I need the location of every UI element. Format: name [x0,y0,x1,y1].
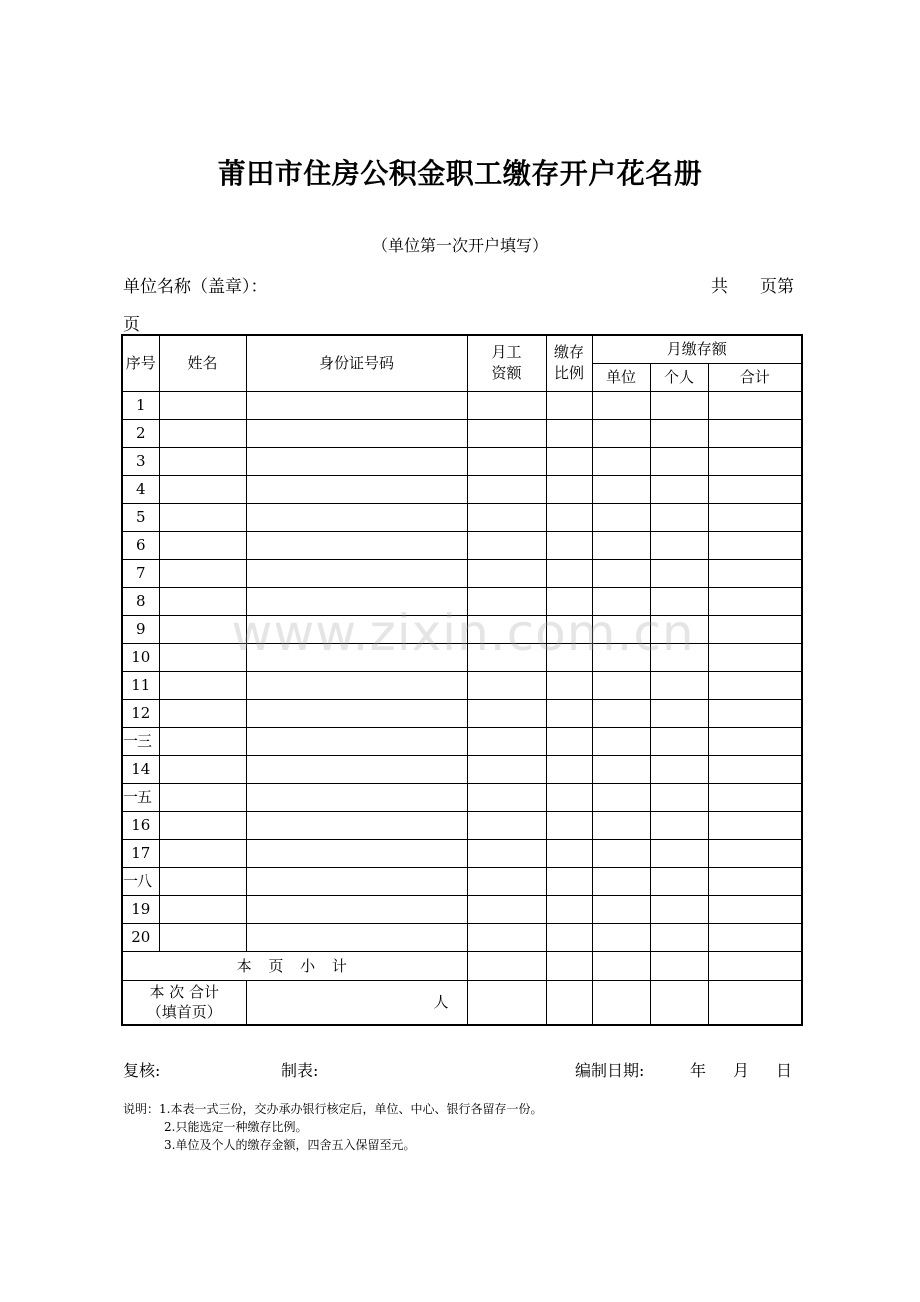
table-row [122,839,802,867]
table-row [122,419,802,447]
total-wage-cell[interactable] [467,980,546,1025]
personal-amount-cell[interactable] [650,867,708,895]
unit-amount-cell[interactable] [592,727,650,755]
id-number-cell[interactable] [246,587,467,615]
row-number: 5 [122,503,159,531]
total-amount-cell[interactable] [708,895,802,923]
id-number-cell[interactable] [246,755,467,783]
name-cell[interactable] [159,755,246,783]
subtotal-ratio-cell[interactable] [546,951,592,980]
unit-amount-cell[interactable] [592,895,650,923]
roster-table [121,334,803,1026]
date-label: 编制日期: [575,1061,645,1080]
total-amount-cell[interactable] [708,839,802,867]
wage-cell[interactable] [467,839,546,867]
row-number: 9 [122,615,159,643]
table-row [122,699,802,727]
total-amount-cell[interactable] [708,559,802,587]
name-cell[interactable] [159,699,246,727]
personal-amount-cell[interactable] [650,839,708,867]
row-number: 一八 [122,867,159,895]
table-row [122,559,802,587]
header-seq: 序号 [122,335,159,391]
wage-cell[interactable] [467,783,546,811]
id-number-cell[interactable] [246,419,467,447]
subtotal-unit-cell[interactable] [592,951,650,980]
personal-amount-cell[interactable] [650,643,708,671]
name-cell[interactable] [159,839,246,867]
page-title: 莆田市住房公积金职工缴存开户花名册 [217,157,703,190]
table-row [122,671,802,699]
unit-amount-cell[interactable] [592,447,650,475]
row-number: 6 [122,531,159,559]
table-row [122,643,802,671]
table-row [122,615,802,643]
id-number-cell[interactable] [246,811,467,839]
unit-amount-cell[interactable] [592,615,650,643]
table-row [122,923,802,951]
unit-amount-cell[interactable] [592,923,650,951]
ratio-cell[interactable] [546,671,592,699]
id-number-cell[interactable] [246,923,467,951]
name-cell[interactable] [159,475,246,503]
wage-cell[interactable] [467,559,546,587]
unit-amount-cell[interactable] [592,755,650,783]
unit-amount-cell[interactable] [592,699,650,727]
header-personal: 个人 [650,363,708,391]
subtotal-total-cell[interactable] [708,951,802,980]
total-ratio-cell[interactable] [546,980,592,1025]
table-row [122,727,802,755]
note-3: 3.单位及个人的缴存金额，四舍五入保留至元。 [164,1138,416,1152]
total-amount-cell[interactable] [708,923,802,951]
row-number: 19 [122,895,159,923]
total-amount-cell[interactable] [708,419,802,447]
wage-cell[interactable] [467,727,546,755]
wage-cell[interactable] [467,699,546,727]
grand-total-label-cell [122,980,246,1025]
page-suffix-label: 页 [123,315,140,335]
ratio-cell[interactable] [546,755,592,783]
total-amount-cell[interactable] [708,475,802,503]
wage-cell[interactable] [467,391,546,419]
id-number-cell[interactable] [246,783,467,811]
unit-amount-cell[interactable] [592,391,650,419]
year-label: 年 [690,1061,707,1080]
unit-amount-cell[interactable] [592,475,650,503]
table-row [122,811,802,839]
ratio-cell[interactable] [546,923,592,951]
total-amount-cell[interactable] [708,447,802,475]
name-cell[interactable] [159,391,246,419]
wage-cell[interactable] [467,447,546,475]
subtotal-personal-cell[interactable] [650,951,708,980]
personal-amount-cell[interactable] [650,755,708,783]
id-number-cell[interactable] [246,867,467,895]
ratio-cell[interactable] [546,643,592,671]
ratio-cell[interactable] [546,699,592,727]
name-cell[interactable] [159,895,246,923]
table-row [122,755,802,783]
total-amount-cell[interactable] [708,643,802,671]
row-number: 12 [122,699,159,727]
id-number-cell[interactable] [246,559,467,587]
unit-amount-cell[interactable] [592,811,650,839]
name-cell[interactable] [159,615,246,643]
ratio-cell[interactable] [546,839,592,867]
ratio-cell[interactable] [546,419,592,447]
table-row [122,895,802,923]
personal-amount-cell[interactable] [650,391,708,419]
unit-amount-cell[interactable] [592,783,650,811]
header-total: 合计 [708,363,802,391]
table-row [122,503,802,531]
note-1: 说明：1.本表一式三份，交办承办银行核定后，单位、中心、银行各留存一份。 [123,1102,543,1116]
ratio-cell[interactable] [546,475,592,503]
grand-total-label: 本 次 合计 [149,983,220,1001]
row-number: 16 [122,811,159,839]
month-label: 月 [733,1061,750,1080]
ratio-cell[interactable] [546,447,592,475]
name-cell[interactable] [159,503,246,531]
unit-amount-cell[interactable] [592,531,650,559]
ratio-cell[interactable] [546,895,592,923]
page-subtotal-row [122,951,802,980]
ratio-cell[interactable] [546,615,592,643]
name-cell[interactable] [159,447,246,475]
personal-amount-cell[interactable] [650,727,708,755]
subtotal-wage-cell[interactable] [467,951,546,980]
row-number: 10 [122,643,159,671]
total-personal-cell[interactable] [650,980,708,1025]
table-row [122,783,802,811]
total-amount-cell[interactable] [708,783,802,811]
row-number: 2 [122,419,159,447]
header-deposit-ratio [546,335,592,391]
personal-amount-cell[interactable] [650,419,708,447]
ratio-cell[interactable] [546,503,592,531]
id-number-cell[interactable] [246,391,467,419]
id-number-cell[interactable] [246,699,467,727]
ratio-cell[interactable] [546,587,592,615]
maker-label: 制表: [281,1061,319,1080]
ratio-cell[interactable] [546,811,592,839]
unit-amount-cell[interactable] [592,643,650,671]
total-amount-cell[interactable] [708,867,802,895]
wage-cell[interactable] [467,755,546,783]
ratio-cell[interactable] [546,531,592,559]
personal-amount-cell[interactable] [650,615,708,643]
total-amount-cell[interactable] [708,811,802,839]
wage-cell[interactable] [467,615,546,643]
row-number: 4 [122,475,159,503]
total-total-cell[interactable] [708,980,802,1025]
row-number: 17 [122,839,159,867]
row-number: 14 [122,755,159,783]
wage-cell[interactable] [467,867,546,895]
wage-cell[interactable] [467,587,546,615]
id-number-cell[interactable] [246,839,467,867]
personal-amount-cell[interactable] [650,531,708,559]
watermark: www.zixin.com.cn [231,604,695,662]
wage-cell[interactable] [467,923,546,951]
name-cell[interactable] [159,419,246,447]
name-cell[interactable] [159,727,246,755]
personal-amount-cell[interactable] [650,587,708,615]
total-amount-cell[interactable] [708,531,802,559]
id-number-cell[interactable] [246,615,467,643]
name-cell[interactable] [159,867,246,895]
unit-amount-cell[interactable] [592,671,650,699]
id-number-cell[interactable] [246,503,467,531]
total-amount-cell[interactable] [708,587,802,615]
id-number-cell[interactable] [246,643,467,671]
personal-amount-cell[interactable] [650,895,708,923]
header-monthly-wage-text: 月工资额 [491,343,522,383]
row-number: 1 [122,391,159,419]
personal-amount-cell[interactable] [650,503,708,531]
header-unit: 单位 [592,363,650,391]
grand-total-row [122,980,802,1025]
unit-amount-cell[interactable] [592,503,650,531]
total-amount-cell[interactable] [708,615,802,643]
page-total-label: 共 [711,277,728,297]
table-row [122,867,802,895]
name-cell[interactable] [159,559,246,587]
unit-amount-cell[interactable] [592,839,650,867]
personal-amount-cell[interactable] [650,923,708,951]
wage-cell[interactable] [467,671,546,699]
wage-cell[interactable] [467,531,546,559]
unit-amount-cell[interactable] [592,419,650,447]
wage-cell[interactable] [467,503,546,531]
note-2: 2.只能选定一种缴存比例。 [164,1120,308,1134]
name-cell[interactable] [159,783,246,811]
personal-amount-cell[interactable] [650,783,708,811]
total-amount-cell[interactable] [708,671,802,699]
total-amount-cell[interactable] [708,755,802,783]
ratio-cell[interactable] [546,391,592,419]
wage-cell[interactable] [467,811,546,839]
name-cell[interactable] [159,671,246,699]
row-number: 7 [122,559,159,587]
page-subtitle: （单位第一次开户填写） [371,236,548,255]
personal-amount-cell[interactable] [650,671,708,699]
table-row [122,587,802,615]
name-cell[interactable] [159,811,246,839]
personal-amount-cell[interactable] [650,475,708,503]
table-row [122,391,802,419]
header-id-number: 身份证号码 [246,335,467,391]
personal-amount-cell[interactable] [650,447,708,475]
ratio-cell[interactable] [546,727,592,755]
table-row [122,475,802,503]
personal-amount-cell[interactable] [650,699,708,727]
person-count-cell[interactable]: 人 [246,980,467,1025]
id-number-cell[interactable] [246,475,467,503]
unit-name-label: 单位名称（盖章）： [123,277,268,297]
row-number: 3 [122,447,159,475]
header-name: 姓名 [159,335,246,391]
name-cell[interactable] [159,923,246,951]
row-number: 8 [122,587,159,615]
id-number-cell[interactable] [246,671,467,699]
page-subtotal-label: 本 页 小 计 [122,951,467,980]
wage-cell[interactable] [467,895,546,923]
name-cell[interactable] [159,531,246,559]
table-row [122,531,802,559]
page-number-label: 页第 [760,277,794,297]
ratio-cell[interactable] [546,783,592,811]
unit-amount-cell[interactable] [592,867,650,895]
wage-cell[interactable] [467,475,546,503]
name-cell[interactable] [159,643,246,671]
header-deposit-ratio-text: 缴存比例 [553,343,584,383]
wage-cell[interactable] [467,643,546,671]
personal-amount-cell[interactable] [650,811,708,839]
table-row [122,447,802,475]
header-monthly-deposit: 月缴存额 [592,335,802,363]
personal-amount-cell[interactable] [650,559,708,587]
total-amount-cell[interactable] [708,727,802,755]
total-amount-cell[interactable] [708,503,802,531]
row-number: 11 [122,671,159,699]
review-label: 复核: [123,1061,161,1080]
wage-cell[interactable] [467,419,546,447]
row-number: 20 [122,923,159,951]
unit-amount-cell[interactable] [592,587,650,615]
ratio-cell[interactable] [546,867,592,895]
row-number: 一五 [122,783,159,811]
day-label: 日 [776,1061,793,1080]
row-number: 一三 [122,727,159,755]
total-amount-cell[interactable] [708,699,802,727]
grand-total-note: （填首页） [146,1003,222,1021]
header-monthly-wage [467,335,546,391]
id-number-cell[interactable] [246,895,467,923]
id-number-cell[interactable] [246,727,467,755]
ratio-cell[interactable] [546,559,592,587]
total-unit-cell[interactable] [592,980,650,1025]
name-cell[interactable] [159,587,246,615]
id-number-cell[interactable] [246,447,467,475]
id-number-cell[interactable] [246,531,467,559]
total-amount-cell[interactable] [708,391,802,419]
unit-amount-cell[interactable] [592,559,650,587]
